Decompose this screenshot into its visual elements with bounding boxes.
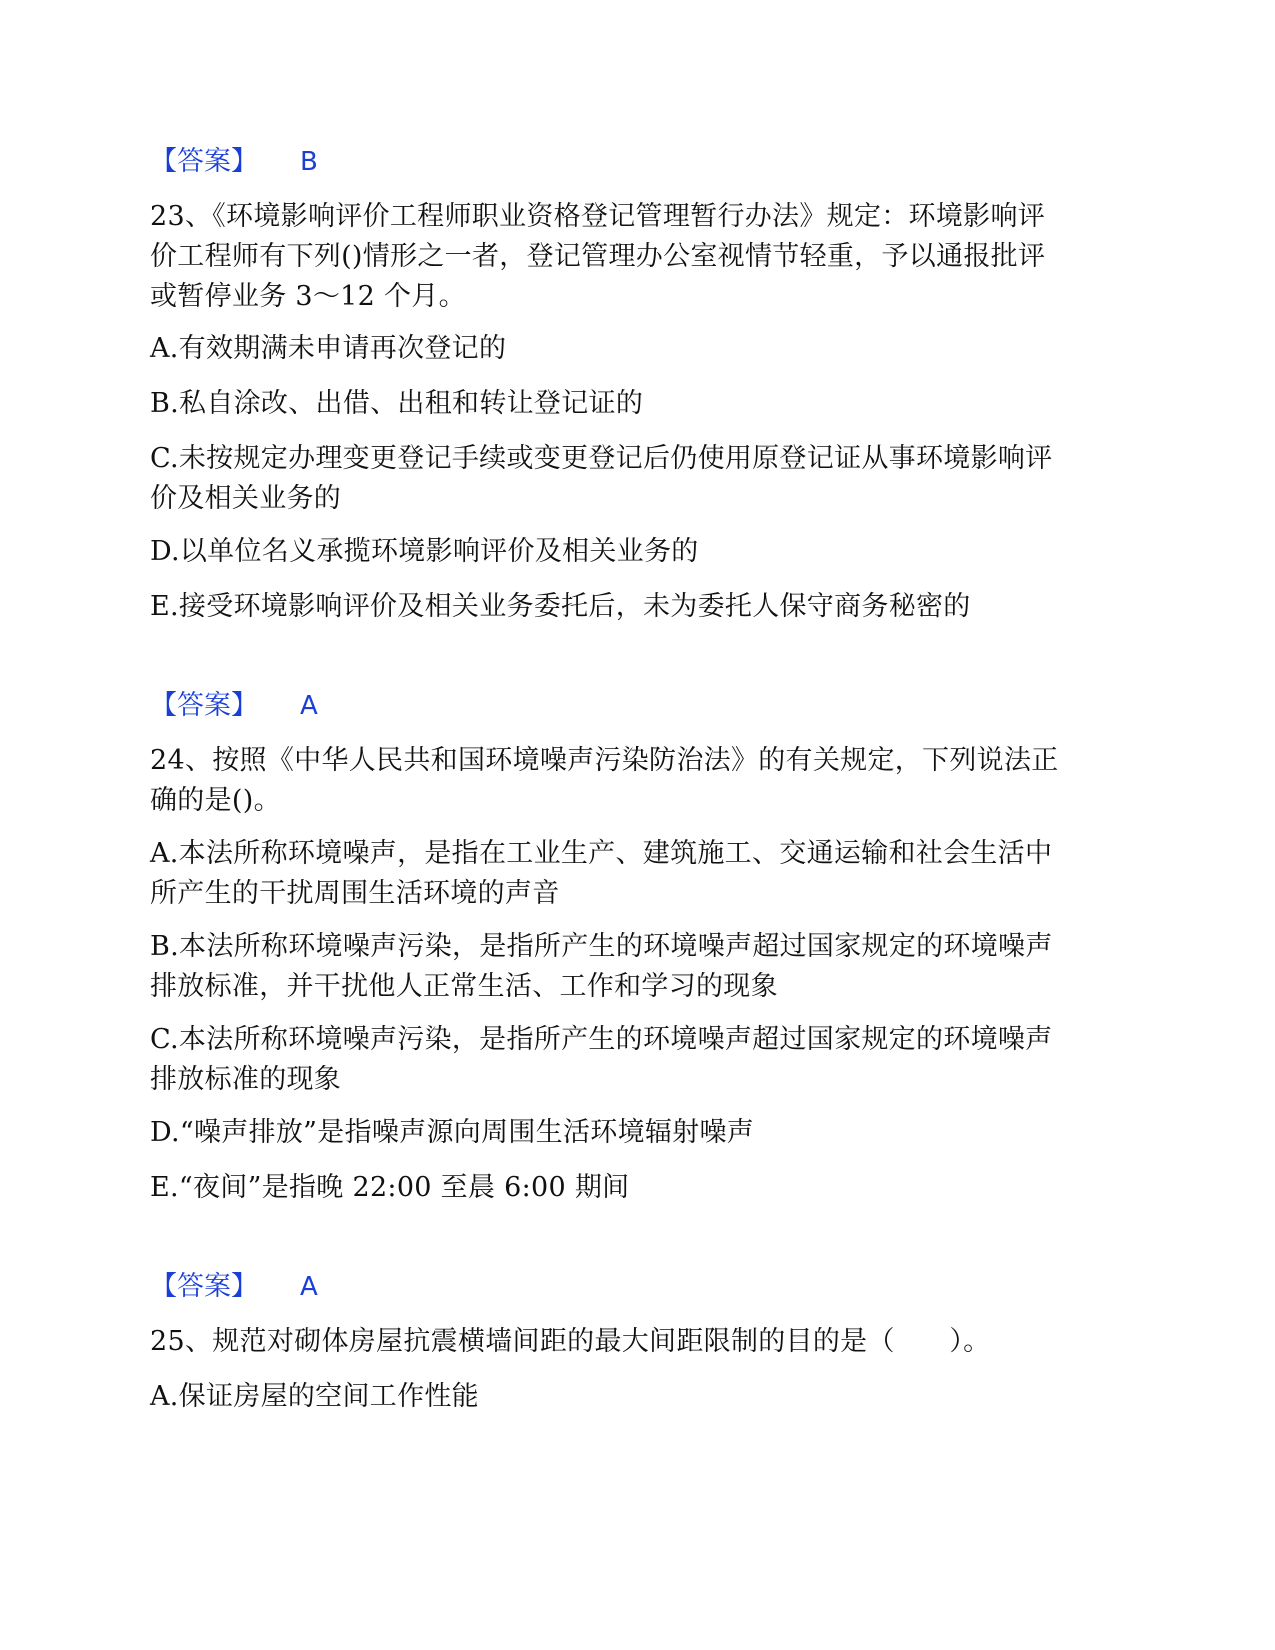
option-line: C.未按规定办理变更登记手续或变更登记后仍使用原登记证从事环境影响评: [150, 443, 1053, 474]
answer-q23: [150, 686, 318, 726]
answer-value: A: [300, 1272, 318, 1302]
option-d: [150, 1113, 1125, 1153]
answer-q24: [150, 1267, 318, 1307]
option-line: D.“噪声排放”是指噪声源向周围生活环境辐射噪声: [150, 1117, 755, 1148]
answer-label: 【答案】: [150, 146, 258, 177]
question-stem-line: 确的是()。: [150, 785, 281, 816]
question-24: [150, 741, 1125, 821]
question-stem-line: 23、《环境影响评价工程师职业资格登记管理暂行办法》规定：环境影响评: [150, 201, 1046, 232]
question-stem-line: 或暂停业务 3～12 个月。: [150, 281, 466, 312]
question-23: [150, 197, 1125, 317]
option-line: 价及相关业务的: [150, 483, 342, 514]
question-stem-line: 25、规范对砌体房屋抗震横墙间距的最大间距限制的目的是（ ）。: [150, 1326, 991, 1357]
option-line: 所产生的干扰周围生活环境的声音: [150, 878, 560, 909]
option-line: A.保证房屋的空间工作性能: [150, 1381, 479, 1412]
option-line: D.以单位名义承揽环境影响评价及相关业务的: [150, 536, 699, 567]
option-line: C.本法所称环境噪声污染，是指所产生的环境噪声超过国家规定的环境噪声: [150, 1024, 1053, 1055]
answer-value: B: [300, 147, 318, 177]
answer-q22: [150, 142, 318, 182]
option-a: [150, 329, 1125, 369]
option-line: B.私自涂改、出借、出租和转让登记证的: [150, 388, 644, 419]
answer-label: 【答案】: [150, 1271, 258, 1302]
answer-label: 【答案】: [150, 690, 258, 721]
option-d: [150, 532, 1125, 572]
option-line: E.“夜间”是指晚 22:00 至晨 6:00 期间: [150, 1172, 630, 1203]
option-a: [150, 834, 1125, 914]
question-stem-line: 价工程师有下列()情形之一者，登记管理办公室视情节轻重，予以通报批评: [150, 241, 1046, 272]
option-b: [150, 927, 1125, 1007]
option-line: A.有效期满未申请再次登记的: [150, 333, 507, 364]
answer-value: A: [300, 691, 318, 721]
option-c: [150, 1020, 1125, 1100]
option-line: 排放标准的现象: [150, 1064, 342, 1095]
option-c: [150, 439, 1125, 519]
option-line: 排放标准，并干扰他人正常生活、工作和学习的现象: [150, 971, 778, 1002]
option-line: B.本法所称环境噪声污染，是指所产生的环境噪声超过国家规定的环境噪声: [150, 931, 1053, 962]
option-e: [150, 587, 1125, 627]
option-a: [150, 1377, 1125, 1417]
option-line: E.接受环境影响评价及相关业务委托后，未为委托人保守商务秘密的: [150, 591, 971, 622]
option-e: [150, 1168, 1125, 1208]
option-line: A.本法所称环境噪声，是指在工业生产、建筑施工、交通运输和社会生活中: [150, 838, 1053, 869]
option-b: [150, 384, 1125, 424]
question-stem-line: 24、按照《中华人民共和国环境噪声污染防治法》的有关规定，下列说法正: [150, 745, 1059, 776]
question-25: [150, 1322, 1125, 1362]
